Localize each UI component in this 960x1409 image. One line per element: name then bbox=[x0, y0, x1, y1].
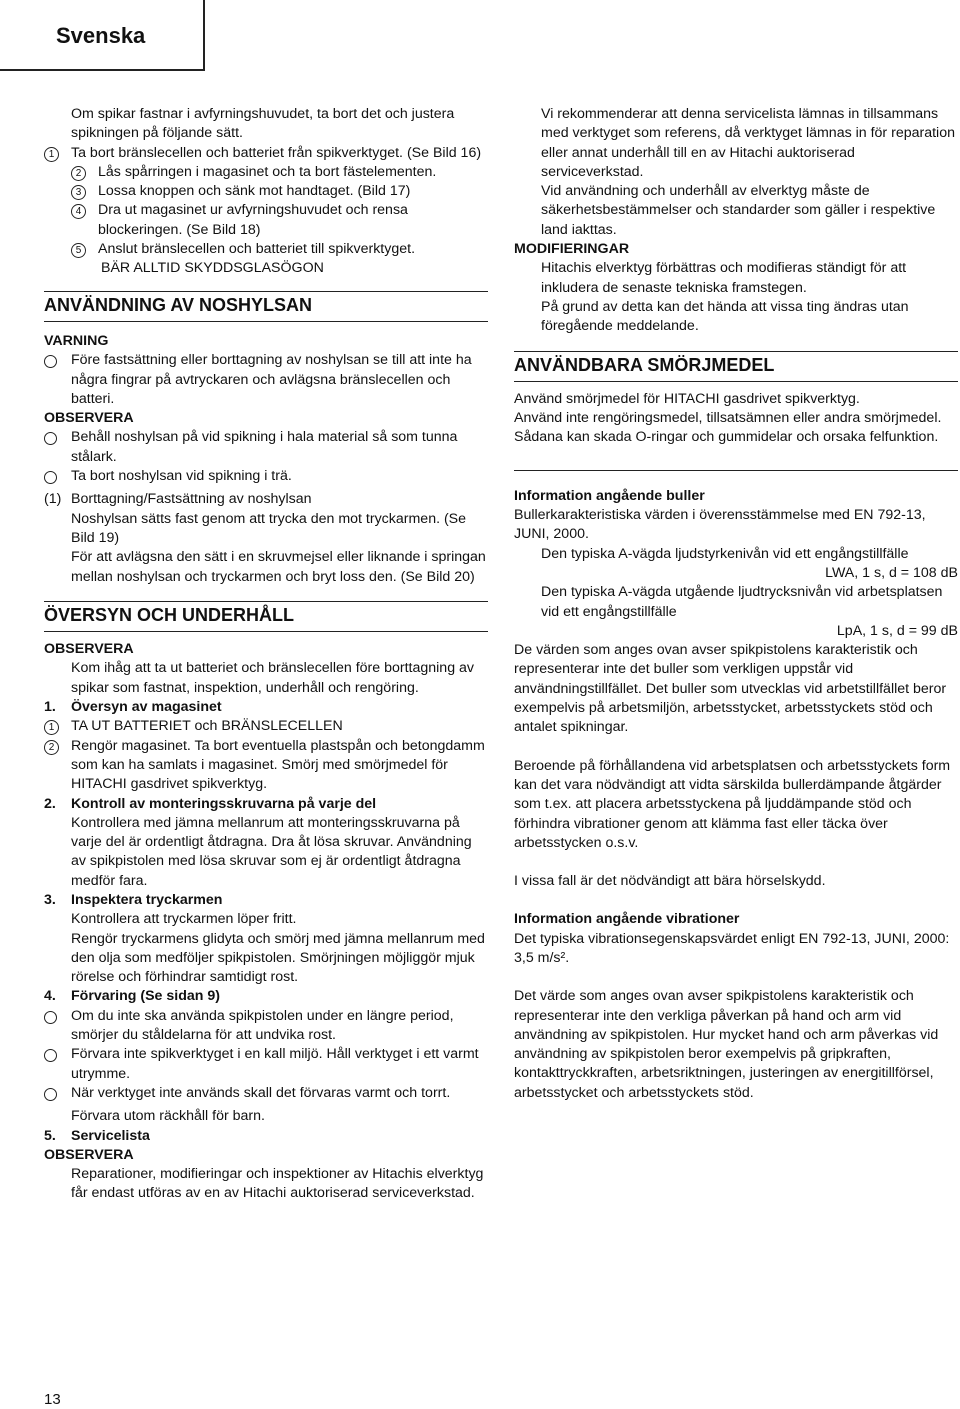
step-number-4: 4 bbox=[71, 204, 86, 219]
left-column bbox=[44, 105, 488, 1204]
nose-paragraph-1: Noshylsan sätts fast genom att trycka den mot tryckarmen. (Se Bild 19) bbox=[71, 510, 467, 546]
note-label: OBSERVERA bbox=[44, 410, 134, 427]
nose-subsection: (1) Borttagning/Fastsättning av noshylsan bbox=[44, 491, 312, 508]
language-tab bbox=[0, 0, 205, 71]
noise-label-2: Den typiska A-vägda utgående ljudtrycksnivån vid arbetsplatsen vid ett engångstillfälle bbox=[541, 584, 943, 620]
noise-value-1: LWA, 1 s, d = 108 dB bbox=[825, 564, 958, 581]
noise-paragraph-3: Beroende på förhållandena vid arbetsplatsen och arbetsstyckets form kan det vara nödvändigt att vidta särskilda bullerdämpande åtgärder som t.ex. att placera arbetsstyckena på ljuddämpande stöd och förhindra vibrationer genom att klämma fast eller täcka över arbetsstycken o.s.v. bbox=[514, 757, 951, 851]
warning-item: Före fastsättning eller borttagning av noshylsan se till att inte ha några fingrar på avtryckaren och avlägsna bränslecellen och batteri. bbox=[44, 351, 488, 409]
noise-paragraph-2: De värden som anges ovan avser spikpistolens karakteristik och representerar inte det buller som verkligen uppstår vid användningstillfället. Det buller som utvecklas vid arbetstillfället beror exempelvis på arbetsmiljön, arbetsstycket, arbetsstyckets stöd och antalet spikningar. bbox=[514, 642, 947, 736]
jam-step: 2 Lås spårringen i magasinet och ta bort fästelementen. bbox=[71, 163, 488, 182]
lubricants-text-2: Använd inte rengöringsmedel, tillsatsämnen eller andra smörjmedel. Sådana kan skada O-ringar och gummidelar och orsaka felfunktion. bbox=[514, 410, 942, 446]
magazine-step: 1 TA UT BATTERIET och BRÄNSLECELLEN bbox=[44, 717, 488, 736]
bullet-circle-icon bbox=[44, 1011, 57, 1024]
pusher-text-2: Rengör tryckarmens glidyta och smörj med jämna mellanrum med den olja som medföljer spikpistolen. Smörjningen möjliggör mjuk rörelse och förhindrar samtidigt rost. bbox=[71, 930, 485, 986]
bullet-circle-icon bbox=[44, 432, 57, 445]
modifications-text-1: Hitachis elverktyg förbättras och modifieras ständigt för att inkludera de senaste tekniska framstegen. bbox=[541, 260, 907, 296]
subsection-heading: 3. Inspektera tryckarmen bbox=[44, 891, 223, 908]
subsection-heading: 2. Kontroll av monteringsskruvarna på varje del bbox=[44, 795, 377, 812]
page-number: 13 bbox=[44, 1391, 61, 1408]
note-label: OBSERVERA bbox=[44, 1146, 134, 1163]
jam-step: 4 Dra ut magasinet ur avfyrningshuvudet och rensa blockeringen. (Se Bild 18) bbox=[71, 201, 488, 240]
section-title-nose: ANVÄNDNING AV NOSHYLSAN bbox=[44, 294, 313, 315]
step-number-3: 3 bbox=[71, 185, 86, 200]
safety-regulations-paragraph: Vid användning och underhåll av elverktyg måste de säkerhetsbestämmelser och standarder som gäller i respektive land iakttas. bbox=[541, 183, 936, 238]
jam-step: 3 Lossa knoppen och sänk mot handtaget. (Bild 17) bbox=[71, 182, 488, 201]
noise-heading: Information angående buller bbox=[514, 487, 705, 504]
step-number-1: 1 bbox=[44, 147, 59, 162]
storage-item: När verktyget inte används skall det förvaras varmt och torrt. bbox=[44, 1084, 488, 1107]
bullet-circle-icon bbox=[44, 355, 57, 368]
step-number-2: 2 bbox=[71, 166, 86, 181]
section-title-maintenance: ÖVERSYN OCH UNDERHÅLL bbox=[44, 604, 295, 625]
bullet-circle-icon bbox=[44, 471, 57, 484]
noise-label-1: Den typiska A-vägda ljudstyrkenivån vid ett engångstillfälle bbox=[541, 545, 909, 562]
safety-notice: BÄR ALLTID SKYDDSGLASÖGON bbox=[101, 260, 324, 277]
bullet-circle-icon bbox=[44, 1049, 57, 1062]
jam-intro: Om spikar fastnar i avfyrningshuvudet, ta bort det och justera spikningen på följande sätt. bbox=[71, 106, 455, 142]
nose-paragraph-2: För att avlägsna den sätt i en skruvmejsel eller liknande i springan mellan noshylsan och tryckarmen och bryt loss den. (Se Bild 20) bbox=[71, 549, 486, 585]
noise-value-2: LpA, 1 s, d = 99 dB bbox=[836, 622, 958, 639]
note-item: Behåll noshylsan på vid spikning i hala material så som tunna stålark. bbox=[44, 428, 488, 467]
jam-step: 1 Ta bort bränslecellen och batteriet från spikverktyget. (Se Bild 16) bbox=[44, 144, 488, 163]
right-column bbox=[514, 105, 958, 1103]
subsection-heading: 1. Översyn av magasinet bbox=[44, 699, 222, 716]
storage-item: Om du inte ska använda spikpistolen under en längre period, smörjer du ståldelarna för att undvika rost. bbox=[44, 1007, 488, 1046]
note-text: Kom ihåg att ta ut batteriet och bränslecellen före borttagning av spikar som fastnat, inspektion, underhåll och rengöring. bbox=[71, 660, 475, 696]
subsection-heading: 4. Förvaring (Se sidan 9) bbox=[44, 988, 221, 1005]
section-title-lubricants: ANVÄNDBARA SMÖRJMEDEL bbox=[514, 354, 775, 375]
vibration-text-2: Det värde som anges ovan avser spikpistolens karakteristik och representerar inte den verkliga påverkan på hand och arm vid användning av spikpistolen. Hur mycket hand och arm påverkas vid användning av spikpistolen beror exempelvis på gripkraften, kontakttryckkraften, arbetsriktningen, justeringen av energitillförsel, arbetsstycket och arbetsstyckets stöd. bbox=[514, 988, 939, 1101]
bullet-circle-icon bbox=[44, 1088, 57, 1101]
storage-extra: Förvara utom räckhåll för barn. bbox=[71, 1108, 265, 1125]
jam-step: 5 Anslut bränslecellen och batteriet till spikverktyget. bbox=[71, 240, 488, 259]
note-label: OBSERVERA bbox=[44, 641, 134, 658]
note-item: Ta bort noshylsan vid spikning i trä. bbox=[44, 467, 488, 490]
noise-intro: Bullerkarakteristiska värden i överensstämmelse med EN 792-13, JUNI, 2000. bbox=[514, 507, 926, 543]
modifications-text-2: På grund av detta kan det hända att vissa ting ändras utan föregående meddelande. bbox=[541, 298, 909, 335]
service-note: Reparationer, modifieringar och inspektioner av Hitachis elverktyg får endast utföras av en av Hitachi auktoriserad serviceverkstad. bbox=[71, 1166, 484, 1202]
service-list-paragraph: Vi rekommenderar att denna servicelista lämnas in tillsammans med verktyget som referens, då verktyget lämnas in för reparation eller annat underhåll till en av Hitachi auktoriserad serviceverkstad. bbox=[541, 106, 955, 180]
warning-label: VARNING bbox=[44, 332, 109, 349]
pusher-text-1: Kontrollera att tryckarmen löper fritt. bbox=[71, 911, 297, 928]
subsection-heading: 5. Servicelista bbox=[44, 1127, 150, 1144]
noise-paragraph-4: I vissa fall är det nödvändigt att bära hörselskydd. bbox=[514, 873, 826, 890]
screws-text: Kontrollera med jämna mellanrum att monteringsskruvarna på varje del är ordentligt åtdragna. Dra åt lösa skruvar. Användning av spikpistolen med lösa skruvar som ej är ordentligt åtdragna medför fara. bbox=[71, 814, 472, 889]
lubricants-text-1: Använd smörjmedel för HITACHI gasdrivet spikverktyg. bbox=[514, 390, 860, 407]
storage-item: Förvara inte spikverktyget i en kall miljö. Håll verktyget i ett varmt utrymme. bbox=[44, 1045, 488, 1084]
vibration-heading: Information angående vibrationer bbox=[514, 911, 740, 928]
vibration-text-1: Det typiska vibrationsegenskapsvärdet enligt EN 792-13, JUNI, 2000: 3,5 m/s². bbox=[514, 930, 950, 966]
modifications-label: MODIFIERINGAR bbox=[514, 241, 630, 258]
step-number-5: 5 bbox=[71, 243, 86, 258]
magazine-step: 2 Rengör magasinet. Ta bort eventuella plastspån och betongdamm som kan ha samlats i magasinet. Smörj med smörjmedel för HITACHI gasdrivet spikverktyg. bbox=[44, 737, 488, 795]
language-title: Svenska bbox=[56, 23, 146, 48]
